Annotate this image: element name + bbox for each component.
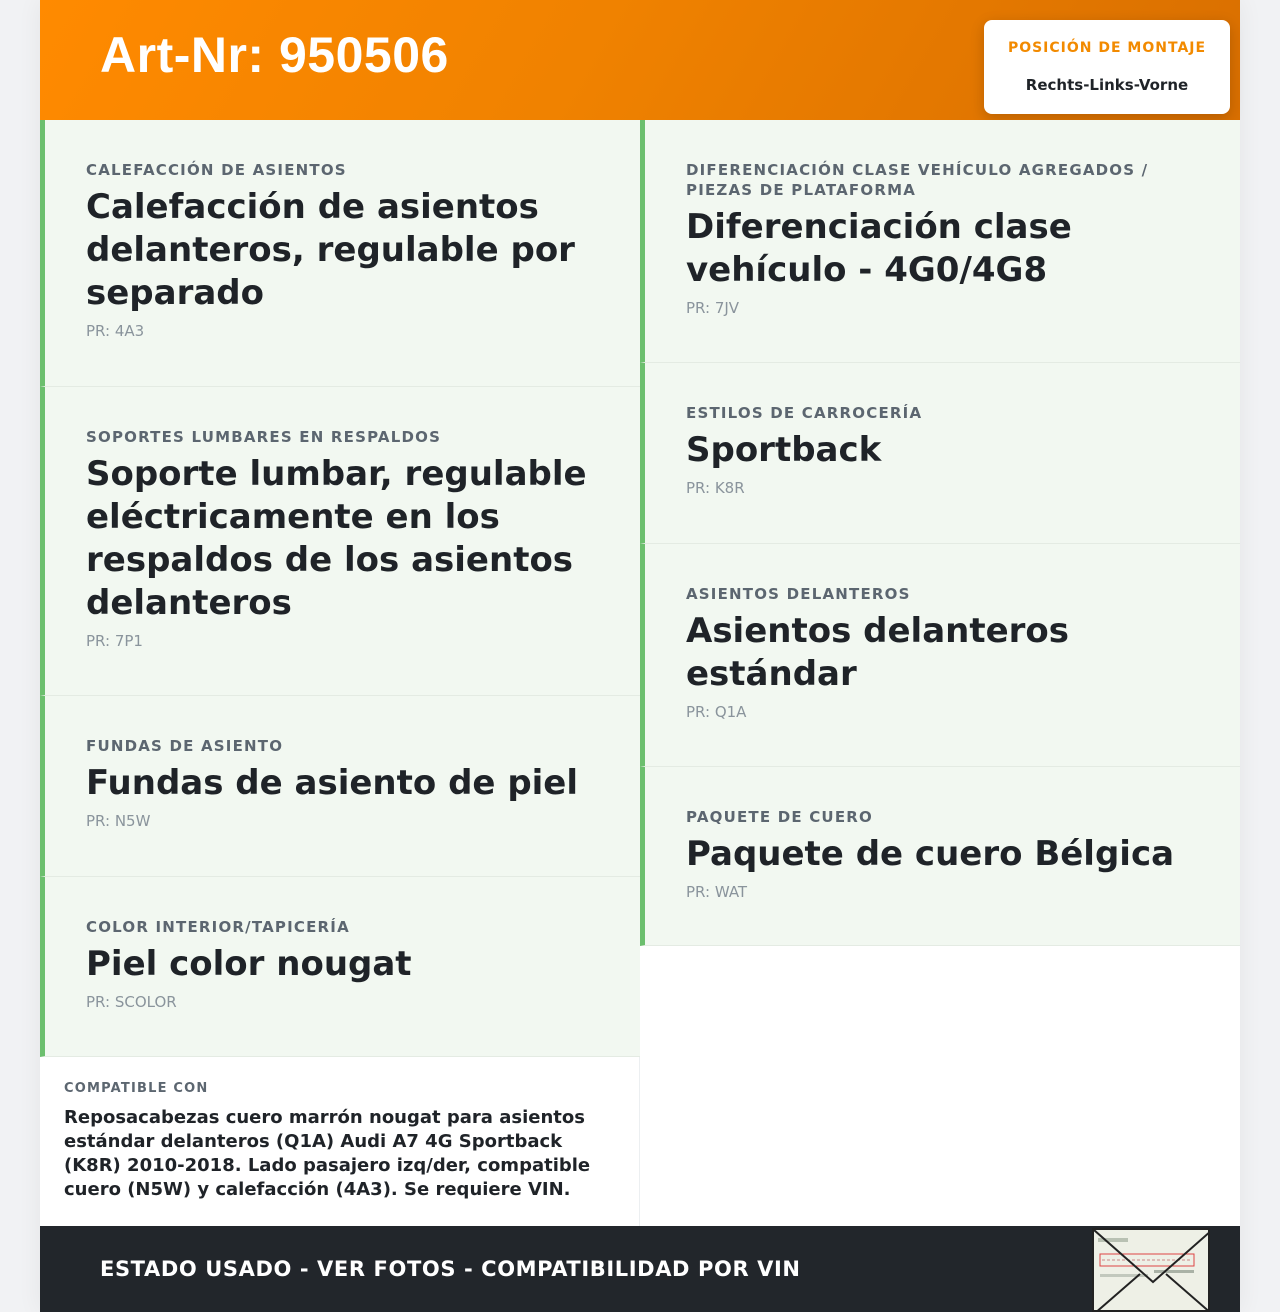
spec-value: Sportback bbox=[686, 430, 882, 470]
spec-label: FUNDAS DE ASIENTO bbox=[86, 737, 284, 755]
spec-label: SOPORTES LUMBARES EN RESPALDOS bbox=[86, 428, 442, 446]
footer-status-text: ESTADO USADO - VER FOTOS - COMPATIBILIDAD POR VIN bbox=[100, 1257, 801, 1281]
compatibility-label: COMPATIBLE CON bbox=[64, 1081, 209, 1096]
spec-value: Fundas de asiento de piel bbox=[86, 763, 579, 803]
spec-card bbox=[40, 387, 640, 696]
compatibility-section bbox=[40, 1057, 640, 1226]
spec-card bbox=[640, 120, 1240, 363]
spec-pr-code: PR: 7P1 bbox=[86, 632, 143, 650]
spec-value: Diferenciación clase vehículo - 4G0/4G8 bbox=[686, 207, 1072, 290]
left-column bbox=[40, 120, 640, 1057]
footer-bar bbox=[40, 1226, 1240, 1312]
column-divider bbox=[639, 1057, 640, 1226]
spec-value: Soporte lumbar, regulable eléctricamente en los respaldos de los asientos delanteros bbox=[86, 454, 587, 623]
article-number-title: Art-Nr: 950506 bbox=[100, 27, 449, 83]
spec-value: Paquete de cuero Bélgica bbox=[686, 834, 1175, 874]
spec-card bbox=[640, 767, 1240, 946]
spec-card bbox=[640, 363, 1240, 544]
spec-card bbox=[40, 120, 640, 387]
spec-card bbox=[640, 544, 1240, 767]
spec-pr-code: PR: N5W bbox=[86, 812, 151, 830]
spec-label: ESTILOS DE CARROCERÍA bbox=[686, 404, 923, 422]
spec-pr-code: PR: 4A3 bbox=[86, 322, 145, 340]
spec-label: ASIENTOS DELANTEROS bbox=[686, 585, 911, 603]
spec-label: DIFERENCIACIÓN CLASE VEHÍCULO AGREGADOS / PIEZAS DE PLATAFORMA bbox=[686, 161, 1149, 199]
spec-pr-code: PR: WAT bbox=[686, 883, 748, 901]
document-envelope-icon bbox=[1094, 1230, 1210, 1312]
compatibility-text: Reposacabezas cuero marrón nougat para asientos estándar delanteros (Q1A) Audi A7 4G Sportback (K8R) 2010-2018. Lado pasajero izq/der, compatible cuero (N5W) y calefacción (4A3). Se requiere VIN. bbox=[64, 1107, 591, 1200]
spec-value: Calefacción de asientos delanteros, regulable por separado bbox=[86, 187, 575, 313]
spec-card bbox=[40, 877, 640, 1057]
spec-card bbox=[40, 696, 640, 877]
mount-position-value: Rechts-Links-Vorne bbox=[1025, 76, 1189, 94]
spec-pr-code: PR: SCOLOR bbox=[86, 993, 177, 1011]
mount-position-box bbox=[984, 20, 1230, 114]
mount-position-label: POSICIÓN DE MONTAJE bbox=[1007, 40, 1207, 56]
spec-sheet bbox=[40, 0, 1240, 1312]
spec-value: Piel color nougat bbox=[86, 944, 412, 984]
spec-pr-code: PR: K8R bbox=[686, 479, 745, 497]
header-banner bbox=[40, 0, 1240, 120]
right-column bbox=[640, 120, 1240, 946]
spec-value: Asientos delanteros estándar bbox=[686, 611, 1070, 694]
spec-pr-code: PR: 7JV bbox=[686, 299, 740, 317]
vehicle-document-thumbnail bbox=[1092, 1228, 1210, 1312]
spec-pr-code: PR: Q1A bbox=[686, 703, 747, 721]
spec-label: PAQUETE DE CUERO bbox=[686, 808, 873, 826]
spec-label: CALEFACCIÓN DE ASIENTOS bbox=[86, 161, 347, 179]
spec-label: COLOR INTERIOR/TAPICERÍA bbox=[86, 918, 350, 936]
